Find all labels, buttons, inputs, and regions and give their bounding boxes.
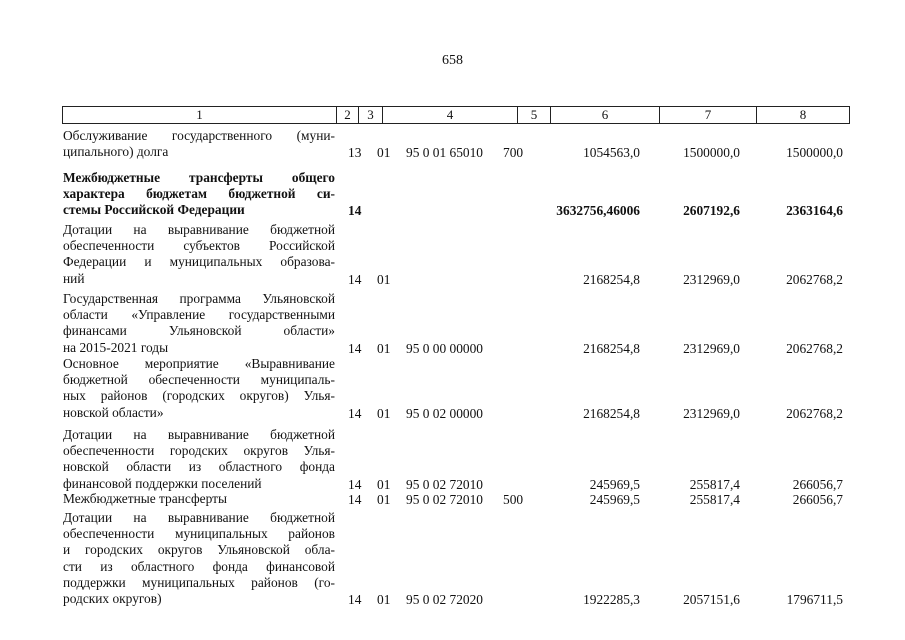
description-line: характера бюджетам бюджетной си- [63, 186, 335, 202]
cell-c8: 2062768,2 [786, 271, 843, 287]
row-description [63, 128, 335, 160]
header-col-1: 1 [62, 106, 337, 124]
cell-c8: 266056,7 [792, 476, 843, 492]
description-line: новской области» [63, 404, 164, 420]
header-col-3: 3 [358, 106, 383, 124]
cell-c8: 2062768,2 [786, 340, 843, 356]
description-line: и городских округов Ульяновской обла- [63, 542, 335, 558]
cell-c7: 255817,4 [689, 476, 740, 492]
description-line: бюджетной обеспеченности муниципаль- [63, 372, 335, 388]
description-line: Межбюджетные трансферты общего [63, 170, 335, 185]
cell-c3: 01 [377, 145, 391, 161]
description-line: ний [63, 270, 85, 286]
description-line: обеспеченности субъектов Российской [63, 238, 335, 254]
cell-c7: 2312969,0 [683, 271, 740, 287]
row-description [63, 491, 335, 507]
cell-c6: 245969,5 [589, 492, 640, 507]
header-col-7: 7 [659, 106, 757, 124]
cell-c4: 95 0 02 72020 [406, 592, 483, 607]
row-description [63, 356, 335, 421]
cell-c6: 245969,5 [589, 476, 640, 492]
header-col-8: 8 [756, 106, 850, 124]
cell-c4: 95 0 02 72010 [406, 476, 483, 492]
cell-c7: 2057151,6 [683, 592, 740, 607]
description-line: обеспеченности городских округов Улья- [63, 443, 335, 459]
cell-c6: 2168254,8 [583, 340, 640, 356]
cell-c2: 14 [348, 271, 362, 287]
description-line: Федерации и муниципальных образова- [63, 254, 335, 270]
cell-c7: 1500000,0 [683, 145, 740, 161]
cell-c4: 95 0 02 72010 [406, 492, 483, 507]
cell-c2: 13 [348, 145, 362, 161]
cell-c8: 1500000,0 [786, 145, 843, 161]
cell-c2: 14 [348, 405, 362, 421]
cell-c3: 01 [377, 340, 391, 356]
description-line: Обслуживание государственного (муни- [63, 128, 335, 143]
cell-c4: 95 0 00 00000 [406, 340, 483, 356]
cell-c2: 14 [348, 592, 362, 607]
cell-c6: 3632756,46006 [556, 203, 640, 219]
cell-c8: 1796711,5 [786, 592, 843, 607]
cell-c7: 2312969,0 [683, 405, 740, 421]
cell-c6: 2168254,8 [583, 271, 640, 287]
description-line: новской области из областного фонда [63, 459, 335, 475]
cell-c3: 01 [377, 592, 391, 607]
description-line: Дотации на выравнивание бюджетной [63, 427, 335, 442]
cell-c3: 01 [377, 271, 391, 287]
description-line: Межбюджетные трансферты [63, 491, 227, 506]
cell-c5: 500 [503, 492, 524, 507]
row-description [63, 427, 335, 492]
cell-c3: 01 [377, 405, 391, 421]
header-col-2: 2 [336, 106, 359, 124]
header-col-5: 5 [517, 106, 551, 124]
description-line: обеспеченности муниципальных районов [63, 526, 335, 542]
description-line: ных районов (городских округов) Улья- [63, 388, 335, 404]
cell-c4: 95 0 02 00000 [406, 405, 483, 421]
cell-c2: 14 [348, 203, 362, 219]
cell-c8: 266056,7 [792, 492, 843, 507]
description-line: Дотации на выравнивание бюджетной [63, 222, 335, 237]
cell-c6: 1922285,3 [583, 592, 640, 607]
header-col-6: 6 [550, 106, 660, 124]
description-line: ципального) долга [63, 144, 169, 160]
cell-c2: 14 [348, 492, 362, 507]
row-description [63, 510, 335, 607]
description-line: сти из областного фонда финансовой [63, 558, 335, 574]
cell-c7: 2607192,6 [683, 203, 740, 219]
cell-c8: 2062768,2 [786, 405, 843, 421]
cell-c3: 01 [377, 492, 391, 507]
row-description [63, 170, 335, 219]
page-number: 658 [442, 53, 463, 68]
description-line: поддержки муниципальных районов (го- [63, 574, 335, 590]
description-line: Основное мероприятие «Выравнивание [63, 356, 335, 371]
cell-c2: 14 [348, 476, 362, 492]
description-line: стемы Российской Федерации [63, 202, 245, 218]
description-line: на 2015-2021 годы [63, 339, 169, 355]
cell-c8: 2363164,6 [786, 203, 843, 219]
row-description [63, 222, 335, 287]
description-line: Государственная программа Ульяновской [63, 291, 335, 306]
header-col-4: 4 [382, 106, 518, 124]
cell-c6: 2168254,8 [583, 405, 640, 421]
cell-c4: 95 0 01 65010 [406, 145, 483, 161]
description-line: области «Управление государственными [63, 307, 335, 323]
cell-c5: 700 [503, 145, 524, 161]
description-line: финансами Ульяновской области» [63, 323, 335, 339]
cell-c7: 2312969,0 [683, 340, 740, 356]
cell-c7: 255817,4 [689, 492, 740, 507]
cell-c2: 14 [348, 340, 362, 356]
cell-c3: 01 [377, 476, 391, 492]
description-line: родских округов) [63, 591, 162, 607]
row-description [63, 291, 335, 356]
description-line: Дотации на выравнивание бюджетной [63, 510, 335, 525]
cell-c6: 1054563,0 [583, 145, 640, 161]
description-line: финансовой поддержки поселений [63, 475, 262, 491]
